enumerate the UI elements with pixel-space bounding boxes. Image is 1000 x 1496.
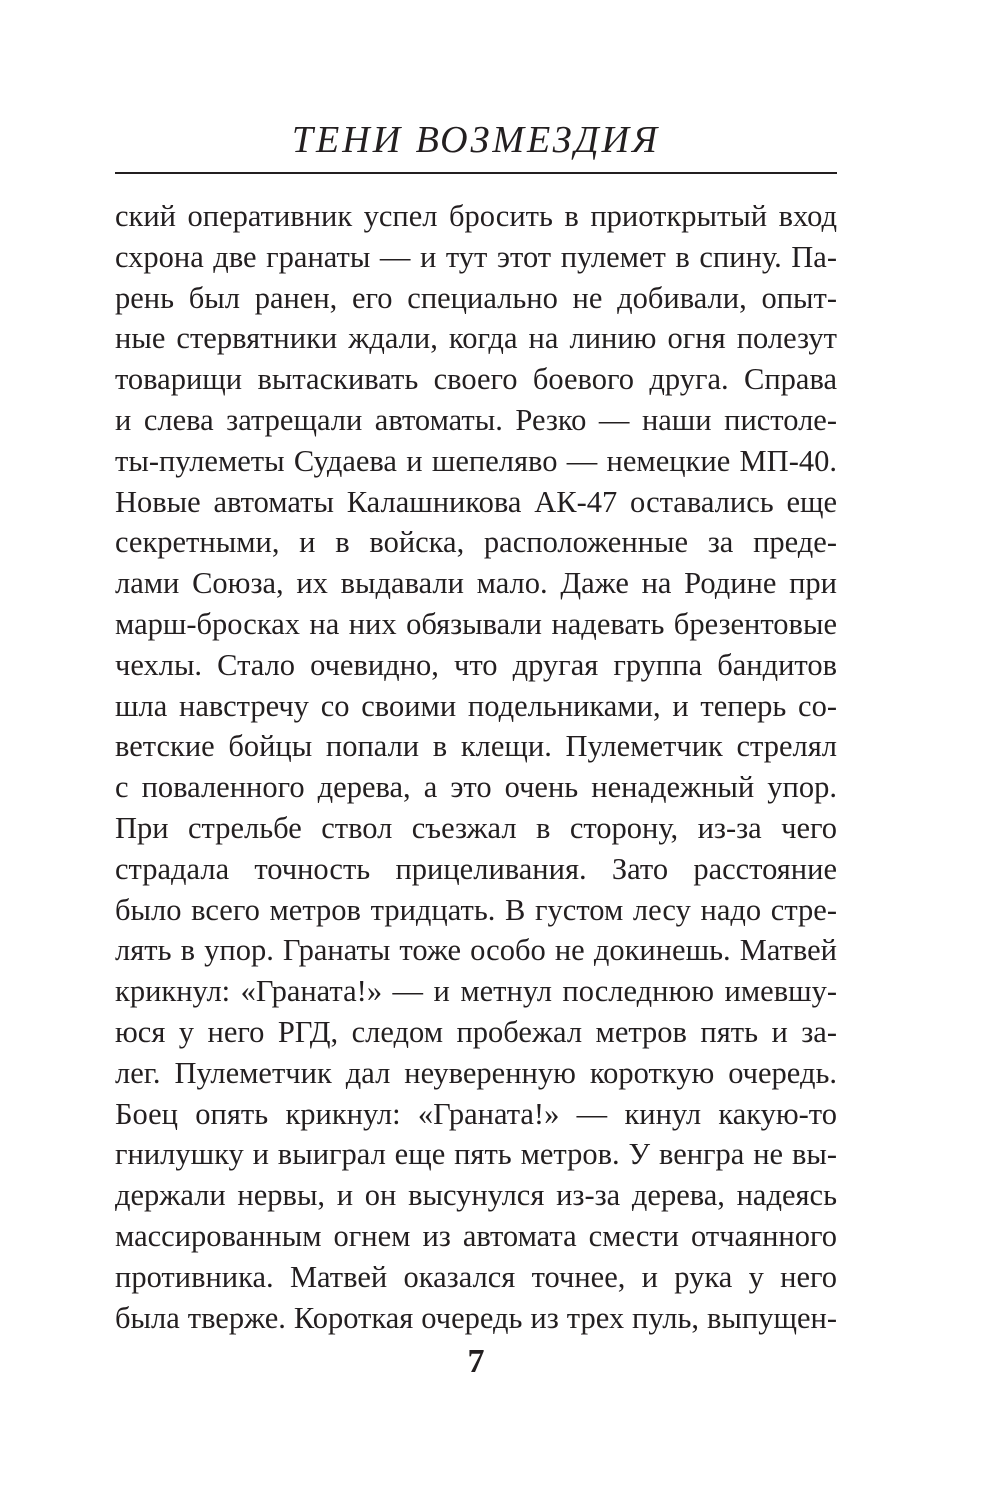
text-line: гнилушку и выиграл еще пять метров. У венгра не вы- <box>115 1137 837 1172</box>
text-line: было всего метров тридцать. В густом лесу надо стре- <box>115 892 837 927</box>
text-line: крикнул: «Граната!» — и метнул последнюю имевшу- <box>115 974 837 1009</box>
text-line: массированным огнем из автомата смести отчаянного <box>115 1218 837 1253</box>
text-line: товарищи вытаскивать своего боевого друга. Справа <box>115 362 837 397</box>
text-line: лами Союза, их выдавали мало. Даже на Родине при <box>115 566 837 601</box>
text-line: страдала точность прицеливания. Зато расстояние <box>115 851 837 886</box>
text-line: противника. Матвей оказался точнее, и рука у него <box>115 1259 837 1294</box>
text-line: с поваленного дерева, а это очень ненадежный упор. <box>115 770 837 805</box>
text-line: ты-пулеметы Судаева и шепеляво — немецкие МП-40. <box>115 443 837 478</box>
header-rule <box>115 172 837 174</box>
running-header-title: ТЕНИ ВОЗМЕЗДИЯ <box>291 119 661 161</box>
text-line: была тверже. Короткая очередь из трех пуль, выпущен- <box>115 1300 837 1335</box>
text-line: ные стервятники ждали, когда на линию огня полезут <box>115 321 837 356</box>
body-text <box>115 196 837 1338</box>
text-line: рень был ранен, его специально не добивали, опыт- <box>115 280 837 315</box>
text-line: шла навстречу со своими подельниками, и теперь со- <box>115 688 837 723</box>
text-line: чехлы. Стало очевидно, что другая группа бандитов <box>115 647 837 682</box>
text-line: и слева затрещали автоматы. Резко — наши пистоле- <box>115 402 837 437</box>
text-line: ский оперативник успел бросить в приоткрытый вход <box>115 199 837 233</box>
text-line: секретными, и в войска, расположенные за преде- <box>115 525 837 560</box>
text-line: держали нервы, и он высунулся из-за дерева, надеясь <box>115 1178 837 1213</box>
text-line: марш-бросках на них обязывали надевать брезентовые <box>115 606 837 641</box>
text-line: лег. Пулеметчик дал неуверенную короткую очередь. <box>115 1055 837 1090</box>
text-line: Боец опять крикнул: «Граната!» — кинул какую-то <box>115 1096 837 1131</box>
text-line: При стрельбе ствол съезжал в сторону, из-за чего <box>115 810 837 845</box>
page-number: 7 <box>467 1343 485 1380</box>
text-line: юся у него РГД, следом пробежал метров пять и за- <box>115 1014 837 1049</box>
text-line: Новые автоматы Калашникова АК-47 оставались еще <box>115 484 837 519</box>
text-line: ветские бойцы попали в клещи. Пулеметчик стрелял <box>115 729 837 764</box>
text-line: схрона две гранаты — и тут этот пулемет в спину. Па- <box>115 239 837 274</box>
text-line: лять в упор. Гранаты тоже особо не докинешь. Матвей <box>115 933 837 968</box>
